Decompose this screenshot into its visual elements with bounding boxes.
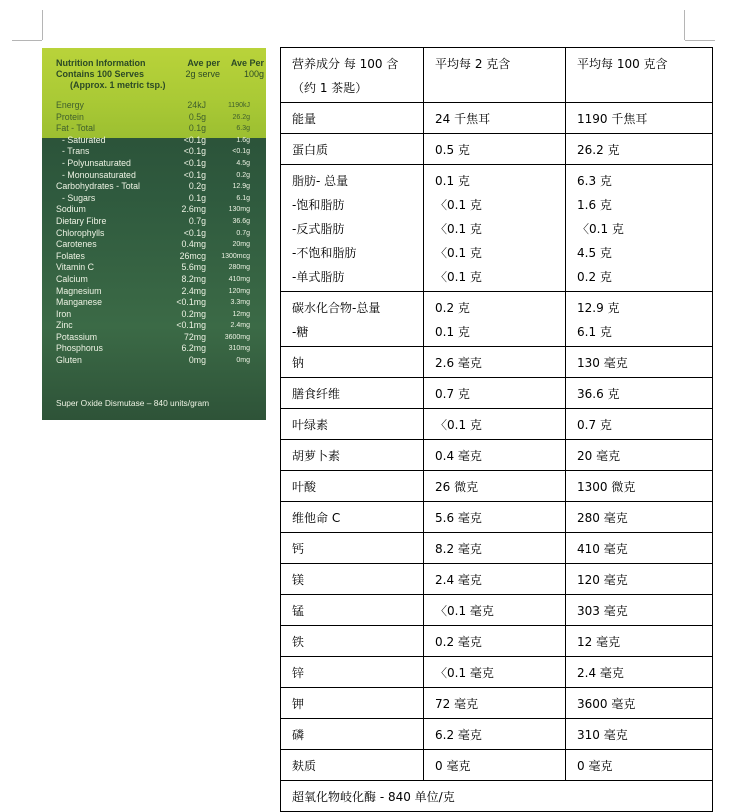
cell-line: 磷	[292, 728, 305, 742]
label-row-name: Folates	[56, 250, 85, 261]
label-col3-header: Ave Per	[230, 58, 264, 68]
table-cell-c2	[424, 502, 566, 533]
label-row	[42, 332, 266, 344]
label-footer: Super Oxide Dismutase – 840 units/gram	[56, 398, 210, 408]
table-cell-c1	[281, 103, 424, 134]
cell-line: 能量	[292, 112, 317, 126]
label-row-name: Magnesium	[56, 285, 102, 296]
label-row-serve: 26mcg	[179, 250, 206, 261]
cell-line: 0.7 克	[435, 387, 470, 401]
cell-line: -单式脂肪	[292, 270, 345, 284]
table-row	[281, 134, 713, 165]
label-col2-subheader: 2g serve	[185, 69, 220, 79]
table-cell-c3	[566, 165, 713, 292]
cell-line: -反式脂肪	[292, 222, 345, 236]
table-cell-c2	[424, 103, 566, 134]
table-cell-c3	[566, 292, 713, 347]
cell-line: 钠	[292, 356, 305, 370]
label-row-per100: 3.3mg	[230, 299, 250, 307]
table-cell-c3	[566, 564, 713, 595]
cell-line: 26.2 克	[577, 143, 620, 157]
table-cell-c3	[566, 440, 713, 471]
cell-line: 310 毫克	[577, 728, 628, 742]
cell-line: 碳水化合物-总量	[292, 301, 381, 315]
label-row-name: Iron	[56, 308, 72, 319]
table-row	[281, 471, 713, 502]
table-cell-c2	[424, 626, 566, 657]
table-header-row	[281, 48, 713, 103]
cell-line: 叶酸	[292, 480, 317, 494]
label-row-serve: <0.1g	[183, 157, 206, 168]
label-row-per100: 130mg	[228, 206, 250, 214]
label-row-name: Carbohydrates - Total	[56, 181, 140, 192]
cell-line: 0.4 毫克	[435, 449, 482, 463]
label-row-per100: 280mg	[228, 264, 250, 272]
corner-mark-top-left-v	[42, 10, 43, 40]
label-row-name: Gluten	[56, 355, 82, 366]
table-cell-c3	[566, 134, 713, 165]
table-footer-text: 超氧化物岐化酶 - 840 单位/克	[292, 790, 455, 804]
table-row	[281, 688, 713, 719]
header-cell-nutrient	[281, 48, 424, 103]
cell-line: 维他命 C	[292, 511, 341, 525]
table-cell-c2	[424, 564, 566, 595]
label-row-serve: 8.2mg	[181, 273, 206, 284]
label-row-serve: <0.1g	[183, 146, 206, 157]
label-header-serves: Contains 100 Serves	[56, 69, 145, 79]
label-rows	[42, 100, 266, 367]
table-cell-c2	[424, 165, 566, 292]
label-row-serve: <0.1mg	[176, 320, 206, 331]
cell-line: 36.6 克	[577, 387, 620, 401]
table-row	[281, 378, 713, 409]
table-cell-c2	[424, 719, 566, 750]
label-row	[42, 112, 266, 124]
table-cell-c2	[424, 688, 566, 719]
cell-line: 4.5 克	[577, 246, 612, 260]
label-col2-header: Ave per	[187, 58, 220, 68]
label-col3-subheader: 100g	[243, 69, 264, 79]
label-row-name: - Monounsaturated	[62, 169, 136, 180]
cell-line: 3600 毫克	[577, 697, 636, 711]
header-nutrient-line2: （约 1 茶匙）	[292, 81, 368, 95]
label-row-serve: 72mg	[183, 331, 206, 342]
cell-line: 6.1 克	[577, 325, 612, 339]
table-cell-c1	[281, 533, 424, 564]
cell-line: 〈0.1 毫克	[435, 604, 494, 618]
cell-line: -饱和脂肪	[292, 198, 345, 212]
cell-line: 1300 微克	[577, 480, 636, 494]
cell-line: 120 毫克	[577, 573, 628, 587]
label-row	[42, 123, 266, 135]
cell-line: 〈0.1 克	[577, 222, 624, 236]
header-cell-per-2g	[424, 48, 566, 103]
table-cell-c1	[281, 347, 424, 378]
header-per-2g: 平均每 2 克含	[435, 57, 511, 71]
cell-line: 麸质	[292, 759, 317, 773]
label-row	[42, 100, 266, 112]
table-cell-c3	[566, 688, 713, 719]
label-row-name: Fat - Total	[56, 123, 95, 134]
label-row	[42, 158, 266, 170]
cell-line: -糖	[292, 325, 309, 339]
label-row-name: - Trans	[62, 146, 90, 157]
table-cell-c3	[566, 750, 713, 781]
nutrition-label-photo	[42, 48, 266, 420]
label-row	[42, 320, 266, 332]
cell-line: 0.1 克	[435, 174, 470, 188]
header-nutrient-line1: 营养成分 每 100 含	[292, 57, 399, 71]
label-row	[42, 297, 266, 309]
corner-mark-top-right-h	[685, 40, 715, 41]
cell-line: 钙	[292, 542, 305, 556]
cell-line: 6.2 毫克	[435, 728, 482, 742]
translation-table	[280, 47, 713, 812]
table-cell-c1	[281, 165, 424, 292]
table-row	[281, 103, 713, 134]
cell-line: 〈0.1 克	[435, 270, 482, 284]
label-row	[42, 251, 266, 263]
table-cell-c3	[566, 378, 713, 409]
label-row	[42, 343, 266, 355]
label-row-per100: 6.3g	[236, 125, 250, 133]
cell-line: 2.6 毫克	[435, 356, 482, 370]
label-row-per100: 12mg	[232, 310, 250, 318]
table-cell-c1	[281, 292, 424, 347]
label-row-per100: 36.6g	[232, 217, 250, 225]
table-cell-c2	[424, 533, 566, 564]
cell-line: 2.4 毫克	[577, 666, 624, 680]
label-row-per100: 1.6g	[236, 136, 250, 144]
header-cell-per-100g	[566, 48, 713, 103]
label-row	[42, 204, 266, 216]
label-row-serve: 0.4mg	[181, 239, 206, 250]
table-cell-c1	[281, 719, 424, 750]
cell-line: 410 毫克	[577, 542, 628, 556]
table-cell-c3	[566, 471, 713, 502]
table-cell-c1	[281, 409, 424, 440]
label-row	[42, 355, 266, 367]
table-cell-c2	[424, 409, 566, 440]
table-cell-c2	[424, 750, 566, 781]
table-row	[281, 165, 713, 292]
label-row-serve: 2.4mg	[181, 285, 206, 296]
label-row-name: Calcium	[56, 273, 88, 284]
label-row-per100: 6.1g	[236, 194, 250, 202]
label-row-serve: 0.1g	[188, 192, 206, 203]
table-cell-c1	[281, 626, 424, 657]
label-row-serve: <0.1mg	[176, 297, 206, 308]
label-row-per100: 410mg	[228, 275, 250, 283]
table-cell-c2	[424, 657, 566, 688]
cell-line: 24 千焦耳	[435, 112, 491, 126]
table-row	[281, 440, 713, 471]
table-footer-cell	[281, 781, 713, 812]
header-per-100g: 平均每 100 克含	[577, 57, 668, 71]
label-row	[42, 309, 266, 321]
cell-line: 胡萝卜素	[292, 449, 341, 463]
label-header-title: Nutrition Information	[56, 58, 146, 68]
label-row	[42, 135, 266, 147]
cell-line: 铁	[292, 635, 305, 649]
table-cell-c1	[281, 750, 424, 781]
label-row-serve: 2.6mg	[181, 204, 206, 215]
cell-line: 0.1 克	[435, 325, 470, 339]
table-cell-c1	[281, 471, 424, 502]
cell-line: 0.5 克	[435, 143, 470, 157]
table-cell-c3	[566, 719, 713, 750]
table-row	[281, 626, 713, 657]
table-cell-c2	[424, 440, 566, 471]
cell-line: 〈0.1 克	[435, 246, 482, 260]
table-row	[281, 347, 713, 378]
table-cell-c1	[281, 657, 424, 688]
cell-line: 12 毫克	[577, 635, 621, 649]
cell-line: 锌	[292, 666, 305, 680]
table-cell-c1	[281, 378, 424, 409]
label-row	[42, 262, 266, 274]
table-cell-c2	[424, 134, 566, 165]
table-cell-c3	[566, 626, 713, 657]
label-row-per100: <0.1g	[232, 148, 250, 156]
label-row-name: Zinc	[56, 320, 73, 331]
table-cell-c2	[424, 471, 566, 502]
cell-line: 0 毫克	[577, 759, 613, 773]
cell-line: 20 毫克	[577, 449, 621, 463]
cell-line: 〈0.1 克	[435, 418, 482, 432]
label-row-serve: 0.1g	[188, 123, 206, 134]
table-cell-c3	[566, 103, 713, 134]
label-row-serve: 0.5g	[188, 111, 206, 122]
label-row-name: - Sugars	[62, 192, 96, 203]
label-row-per100: 1300mcg	[221, 252, 250, 260]
table-cell-c3	[566, 595, 713, 626]
cell-line: 280 毫克	[577, 511, 628, 525]
label-row-per100: 120mg	[228, 287, 250, 295]
table-cell-c1	[281, 440, 424, 471]
table-cell-c3	[566, 409, 713, 440]
cell-line: -不饱和脂肪	[292, 246, 357, 260]
label-row-name: Dietary Fibre	[56, 215, 107, 226]
cell-line: 〈0.1 克	[435, 198, 482, 212]
cell-line: 0.2 克	[577, 270, 612, 284]
cell-line: 26 微克	[435, 480, 479, 494]
table-row	[281, 564, 713, 595]
cell-line: 1.6 克	[577, 198, 612, 212]
label-row-serve: <0.1g	[183, 134, 206, 145]
cell-line: 5.6 毫克	[435, 511, 482, 525]
cell-line: 〈0.1 克	[435, 222, 482, 236]
cell-line: 0.7 克	[577, 418, 612, 432]
label-row-per100: 20mg	[232, 241, 250, 249]
cell-line: 303 毫克	[577, 604, 628, 618]
table-row	[281, 595, 713, 626]
cell-line: 叶绿素	[292, 418, 329, 432]
cell-line: 0 毫克	[435, 759, 471, 773]
cell-line: 脂肪- 总量	[292, 174, 349, 188]
table-cell-c2	[424, 292, 566, 347]
label-row-serve: 5.6mg	[181, 262, 206, 273]
label-row-per100: 0mg	[236, 357, 250, 365]
table-cell-c3	[566, 347, 713, 378]
cell-line: 6.3 克	[577, 174, 612, 188]
label-row-per100: 4.5g	[236, 159, 250, 167]
table-cell-c1	[281, 564, 424, 595]
label-row	[42, 286, 266, 298]
table-cell-c1	[281, 134, 424, 165]
label-row-per100: 12.9g	[232, 183, 250, 191]
label-row-per100: 310mg	[228, 345, 250, 353]
label-row-name: Protein	[56, 111, 84, 122]
label-row-serve: <0.1g	[183, 227, 206, 238]
label-row	[42, 228, 266, 240]
cell-line: 130 毫克	[577, 356, 628, 370]
label-row-name: Energy	[56, 100, 84, 110]
cell-line: 1190 千焦耳	[577, 112, 648, 126]
label-row	[42, 193, 266, 205]
cell-line: 72 毫克	[435, 697, 479, 711]
label-row-name: - Polyunsaturated	[62, 157, 131, 168]
cell-line: 锰	[292, 604, 305, 618]
table-cell-c2	[424, 378, 566, 409]
cell-line: 〈0.1 毫克	[435, 666, 494, 680]
label-row-serve: 6.2mg	[181, 343, 206, 354]
label-row-serve: 0.7g	[188, 215, 206, 226]
table-row	[281, 502, 713, 533]
corner-mark-top-right-v	[684, 10, 685, 40]
cell-line: 钾	[292, 697, 305, 711]
label-row-per100: 3600mg	[224, 333, 250, 341]
label-row-serve: <0.1g	[183, 169, 206, 180]
cell-line: 0.2 毫克	[435, 635, 482, 649]
label-row	[42, 181, 266, 193]
label-row-serve: 0mg	[188, 355, 206, 366]
label-row-name: - Saturated	[62, 134, 106, 145]
cell-line: 0.2 克	[435, 301, 470, 315]
label-header-approx: (Approx. 1 metric tsp.)	[70, 80, 166, 90]
label-row-name: Potassium	[56, 331, 98, 342]
label-row	[42, 216, 266, 228]
table-cell-c1	[281, 502, 424, 533]
label-row-name: Sodium	[56, 204, 86, 215]
table-row	[281, 719, 713, 750]
label-row-serve: 0.2mg	[181, 308, 206, 319]
label-row-serve: 0.2g	[188, 181, 206, 192]
label-row-per100: 26.2g	[232, 113, 250, 121]
label-row-per100: 0.2g	[236, 171, 250, 179]
cell-line: 膳食纤维	[292, 387, 341, 401]
corner-mark-top-left-h	[12, 40, 42, 41]
label-row-per100: 0.7g	[236, 229, 250, 237]
label-row-name: Chlorophylls	[56, 227, 105, 238]
table-footer-row	[281, 781, 713, 812]
label-row-per100: 2.4mg	[230, 322, 250, 330]
table-row	[281, 409, 713, 440]
label-row-name: Phosphorus	[56, 343, 103, 354]
cell-line: 蛋白质	[292, 143, 329, 157]
label-row-per100: 1190kJ	[227, 102, 250, 109]
table-row	[281, 533, 713, 564]
cell-line: 8.2 毫克	[435, 542, 482, 556]
table-row	[281, 750, 713, 781]
cell-line: 2.4 毫克	[435, 573, 482, 587]
table-cell-c2	[424, 595, 566, 626]
table-cell-c3	[566, 533, 713, 564]
label-row	[42, 274, 266, 286]
label-row-name: Vitamin C	[56, 262, 94, 273]
label-row-name: Manganese	[56, 297, 102, 308]
label-row-serve: 24kJ	[187, 100, 206, 110]
table-cell-c3	[566, 657, 713, 688]
table-cell-c1	[281, 595, 424, 626]
table-row	[281, 292, 713, 347]
table-cell-c1	[281, 688, 424, 719]
table-row	[281, 657, 713, 688]
cell-line: 12.9 克	[577, 301, 620, 315]
cell-line: 镁	[292, 573, 305, 587]
label-row-name: Carotenes	[56, 239, 97, 250]
table-cell-c2	[424, 347, 566, 378]
table-cell-c3	[566, 502, 713, 533]
label-row	[42, 170, 266, 182]
label-row	[42, 146, 266, 158]
label-row	[42, 239, 266, 251]
